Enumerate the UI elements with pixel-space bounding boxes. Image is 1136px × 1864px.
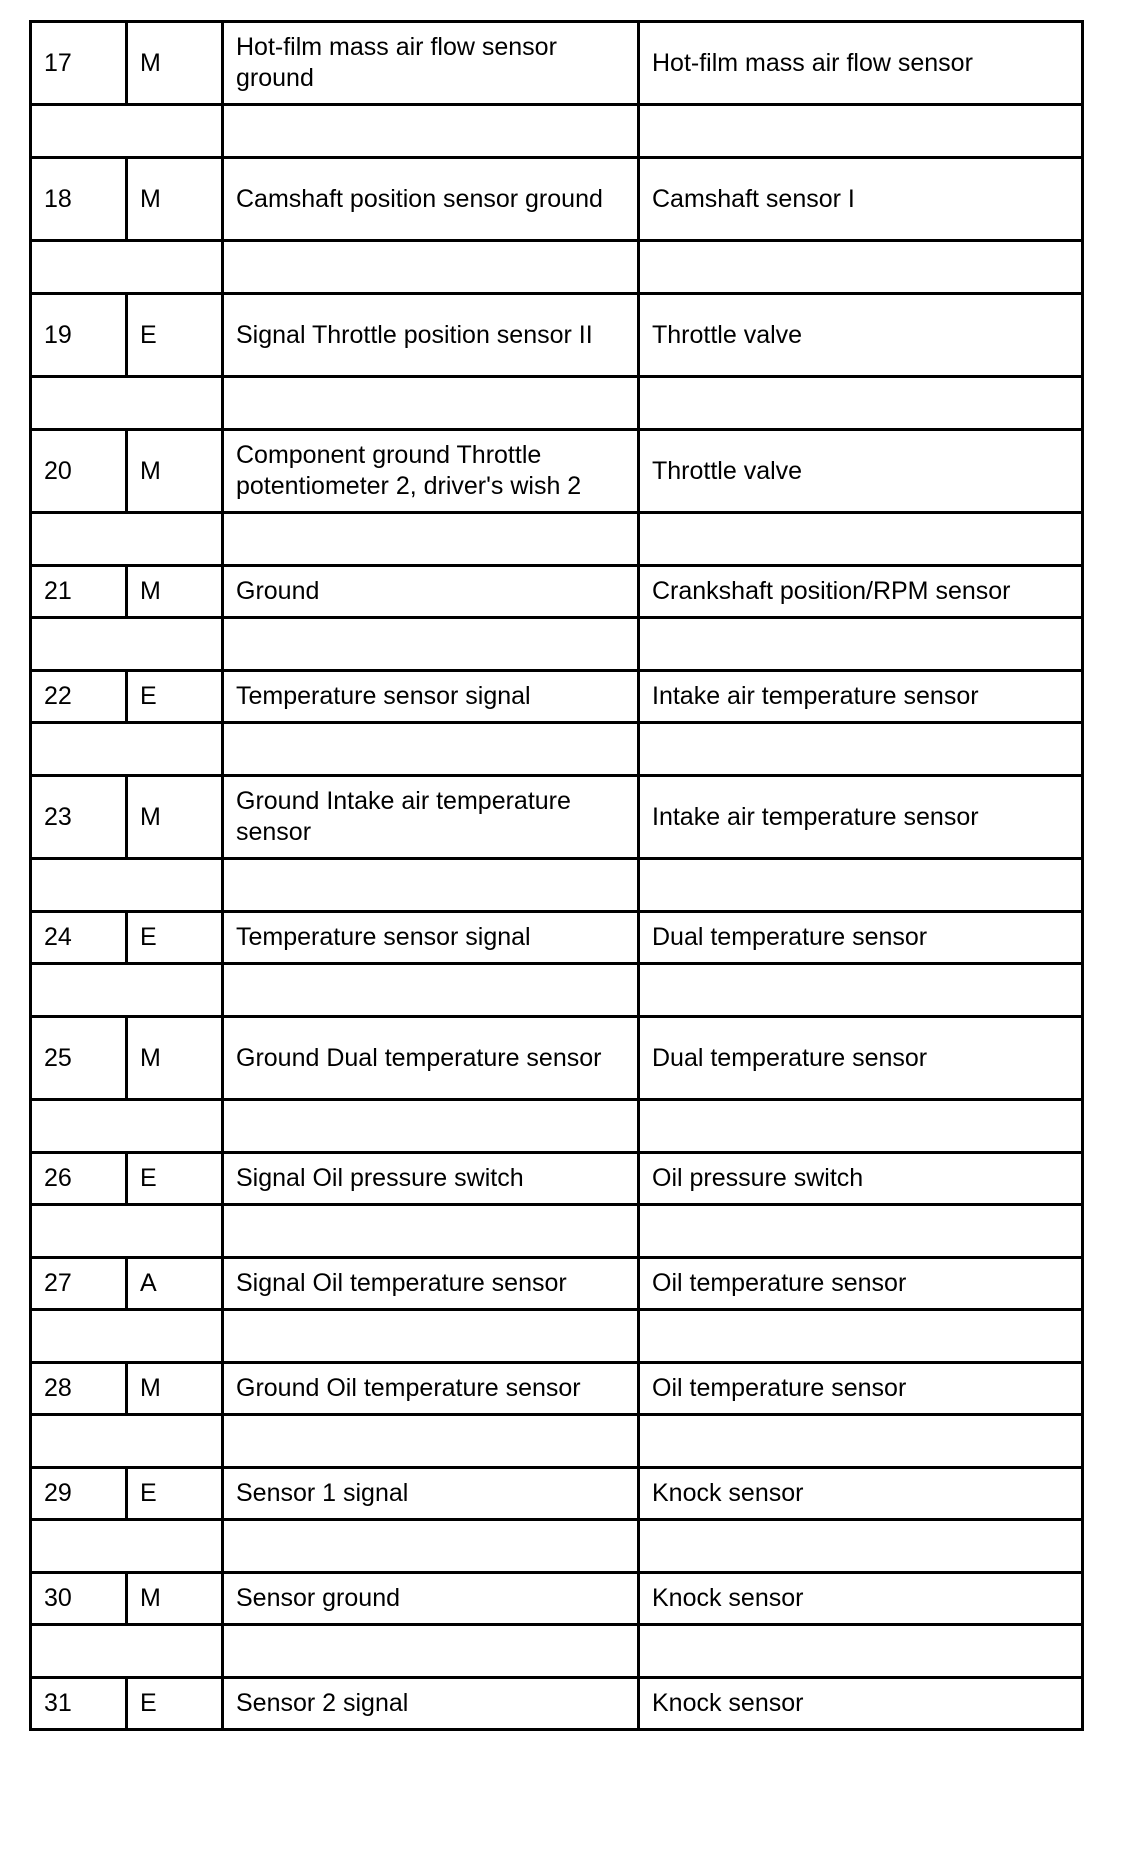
spacer-cell	[223, 859, 639, 912]
spacer-cell	[639, 241, 1083, 294]
spacer-cell	[31, 377, 223, 430]
spacer-row	[31, 1520, 1083, 1573]
function-cell: Hot-film mass air flow sensor ground	[223, 22, 639, 105]
function-cell: Sensor 1 signal	[223, 1468, 639, 1520]
pin-number-cell: 29	[31, 1468, 127, 1520]
function-cell: Component ground Throttle potentiometer 2, driver's wish 2	[223, 430, 639, 513]
component-cell: Knock sensor	[639, 1468, 1083, 1520]
signal-type-cell: E	[127, 1153, 223, 1205]
spacer-cell	[31, 1415, 223, 1468]
signal-type-cell: M	[127, 430, 223, 513]
spacer-cell	[31, 964, 223, 1017]
signal-type-cell: M	[127, 1573, 223, 1625]
spacer-row	[31, 105, 1083, 158]
signal-type-cell: M	[127, 1017, 223, 1100]
spacer-cell	[639, 513, 1083, 566]
component-cell: Oil pressure switch	[639, 1153, 1083, 1205]
spacer-cell	[639, 964, 1083, 1017]
spacer-row	[31, 377, 1083, 430]
component-cell: Throttle valve	[639, 430, 1083, 513]
signal-type-cell: M	[127, 158, 223, 241]
spacer-cell	[31, 241, 223, 294]
spacer-row	[31, 964, 1083, 1017]
component-cell: Camshaft sensor I	[639, 158, 1083, 241]
spacer-cell	[639, 377, 1083, 430]
function-cell: Ground Dual temperature sensor	[223, 1017, 639, 1100]
spacer-cell	[639, 105, 1083, 158]
pin-number-cell: 19	[31, 294, 127, 377]
spacer-cell	[639, 1520, 1083, 1573]
spacer-cell	[223, 1205, 639, 1258]
function-cell: Ground Intake air temperature sensor	[223, 776, 639, 859]
spacer-cell	[223, 241, 639, 294]
function-cell: Signal Oil pressure switch	[223, 1153, 639, 1205]
spacer-cell	[31, 105, 223, 158]
spacer-cell	[31, 1520, 223, 1573]
spacer-cell	[639, 1100, 1083, 1153]
signal-type-cell: E	[127, 1468, 223, 1520]
pin-number-cell: 22	[31, 671, 127, 723]
table-row	[31, 566, 1083, 618]
spacer-row	[31, 241, 1083, 294]
spacer-cell	[223, 377, 639, 430]
component-cell: Oil temperature sensor	[639, 1258, 1083, 1310]
table-row	[31, 671, 1083, 723]
table-row	[31, 1573, 1083, 1625]
spacer-row	[31, 1205, 1083, 1258]
function-cell: Sensor 2 signal	[223, 1678, 639, 1730]
function-cell: Temperature sensor signal	[223, 912, 639, 964]
signal-type-cell: E	[127, 912, 223, 964]
spacer-cell	[223, 105, 639, 158]
function-cell: Camshaft position sensor ground	[223, 158, 639, 241]
spacer-cell	[31, 1205, 223, 1258]
spacer-cell	[223, 1310, 639, 1363]
pin-number-cell: 24	[31, 912, 127, 964]
pin-number-cell: 21	[31, 566, 127, 618]
spacer-cell	[223, 513, 639, 566]
pin-number-cell: 26	[31, 1153, 127, 1205]
pin-number-cell: 23	[31, 776, 127, 859]
signal-type-cell: M	[127, 776, 223, 859]
component-cell: Hot-film mass air flow sensor	[639, 22, 1083, 105]
spacer-cell	[223, 1625, 639, 1678]
pin-assignment-table	[29, 20, 1084, 1731]
table-row	[31, 1258, 1083, 1310]
function-cell: Ground Oil temperature sensor	[223, 1363, 639, 1415]
spacer-cell	[223, 723, 639, 776]
spacer-row	[31, 513, 1083, 566]
component-cell: Knock sensor	[639, 1573, 1083, 1625]
spacer-cell	[639, 1310, 1083, 1363]
pin-number-cell: 17	[31, 22, 127, 105]
spacer-cell	[639, 1415, 1083, 1468]
spacer-cell	[31, 859, 223, 912]
spacer-cell	[223, 1415, 639, 1468]
function-cell: Temperature sensor signal	[223, 671, 639, 723]
signal-type-cell: E	[127, 294, 223, 377]
component-cell: Throttle valve	[639, 294, 1083, 377]
spacer-cell	[639, 859, 1083, 912]
table-row	[31, 912, 1083, 964]
function-cell: Signal Throttle position sensor II	[223, 294, 639, 377]
component-cell: Crankshaft position/RPM sensor	[639, 566, 1083, 618]
spacer-row	[31, 1310, 1083, 1363]
spacer-cell	[639, 1625, 1083, 1678]
spacer-cell	[639, 618, 1083, 671]
spacer-cell	[639, 723, 1083, 776]
signal-type-cell: E	[127, 671, 223, 723]
table-row	[31, 294, 1083, 377]
table-row	[31, 430, 1083, 513]
signal-type-cell: E	[127, 1678, 223, 1730]
component-cell: Knock sensor	[639, 1678, 1083, 1730]
spacer-row	[31, 723, 1083, 776]
pin-number-cell: 28	[31, 1363, 127, 1415]
function-cell: Ground	[223, 566, 639, 618]
spacer-cell	[223, 1520, 639, 1573]
component-cell: Oil temperature sensor	[639, 1363, 1083, 1415]
spacer-cell	[31, 618, 223, 671]
pin-number-cell: 25	[31, 1017, 127, 1100]
pin-number-cell: 18	[31, 158, 127, 241]
spacer-cell	[223, 618, 639, 671]
spacer-cell	[31, 513, 223, 566]
spacer-row	[31, 859, 1083, 912]
pin-number-cell: 20	[31, 430, 127, 513]
table-row	[31, 1017, 1083, 1100]
table-row	[31, 1468, 1083, 1520]
spacer-row	[31, 1100, 1083, 1153]
signal-type-cell: M	[127, 566, 223, 618]
table-row	[31, 1363, 1083, 1415]
signal-type-cell: M	[127, 1363, 223, 1415]
component-cell: Dual temperature sensor	[639, 912, 1083, 964]
spacer-cell	[31, 1625, 223, 1678]
pin-number-cell: 31	[31, 1678, 127, 1730]
table-row	[31, 1153, 1083, 1205]
spacer-cell	[223, 1100, 639, 1153]
component-cell: Intake air temperature sensor	[639, 776, 1083, 859]
table-row	[31, 1678, 1083, 1730]
spacer-cell	[31, 1310, 223, 1363]
signal-type-cell: M	[127, 22, 223, 105]
spacer-row	[31, 1415, 1083, 1468]
signal-type-cell: A	[127, 1258, 223, 1310]
spacer-cell	[639, 1205, 1083, 1258]
function-cell: Sensor ground	[223, 1573, 639, 1625]
spacer-row	[31, 1625, 1083, 1678]
spacer-cell	[31, 723, 223, 776]
spacer-cell	[223, 964, 639, 1017]
table-row	[31, 22, 1083, 105]
pin-number-cell: 27	[31, 1258, 127, 1310]
table-row	[31, 158, 1083, 241]
pin-number-cell: 30	[31, 1573, 127, 1625]
spacer-cell	[31, 1100, 223, 1153]
component-cell: Dual temperature sensor	[639, 1017, 1083, 1100]
component-cell: Intake air temperature sensor	[639, 671, 1083, 723]
table-row	[31, 776, 1083, 859]
function-cell: Signal Oil temperature sensor	[223, 1258, 639, 1310]
spacer-row	[31, 618, 1083, 671]
